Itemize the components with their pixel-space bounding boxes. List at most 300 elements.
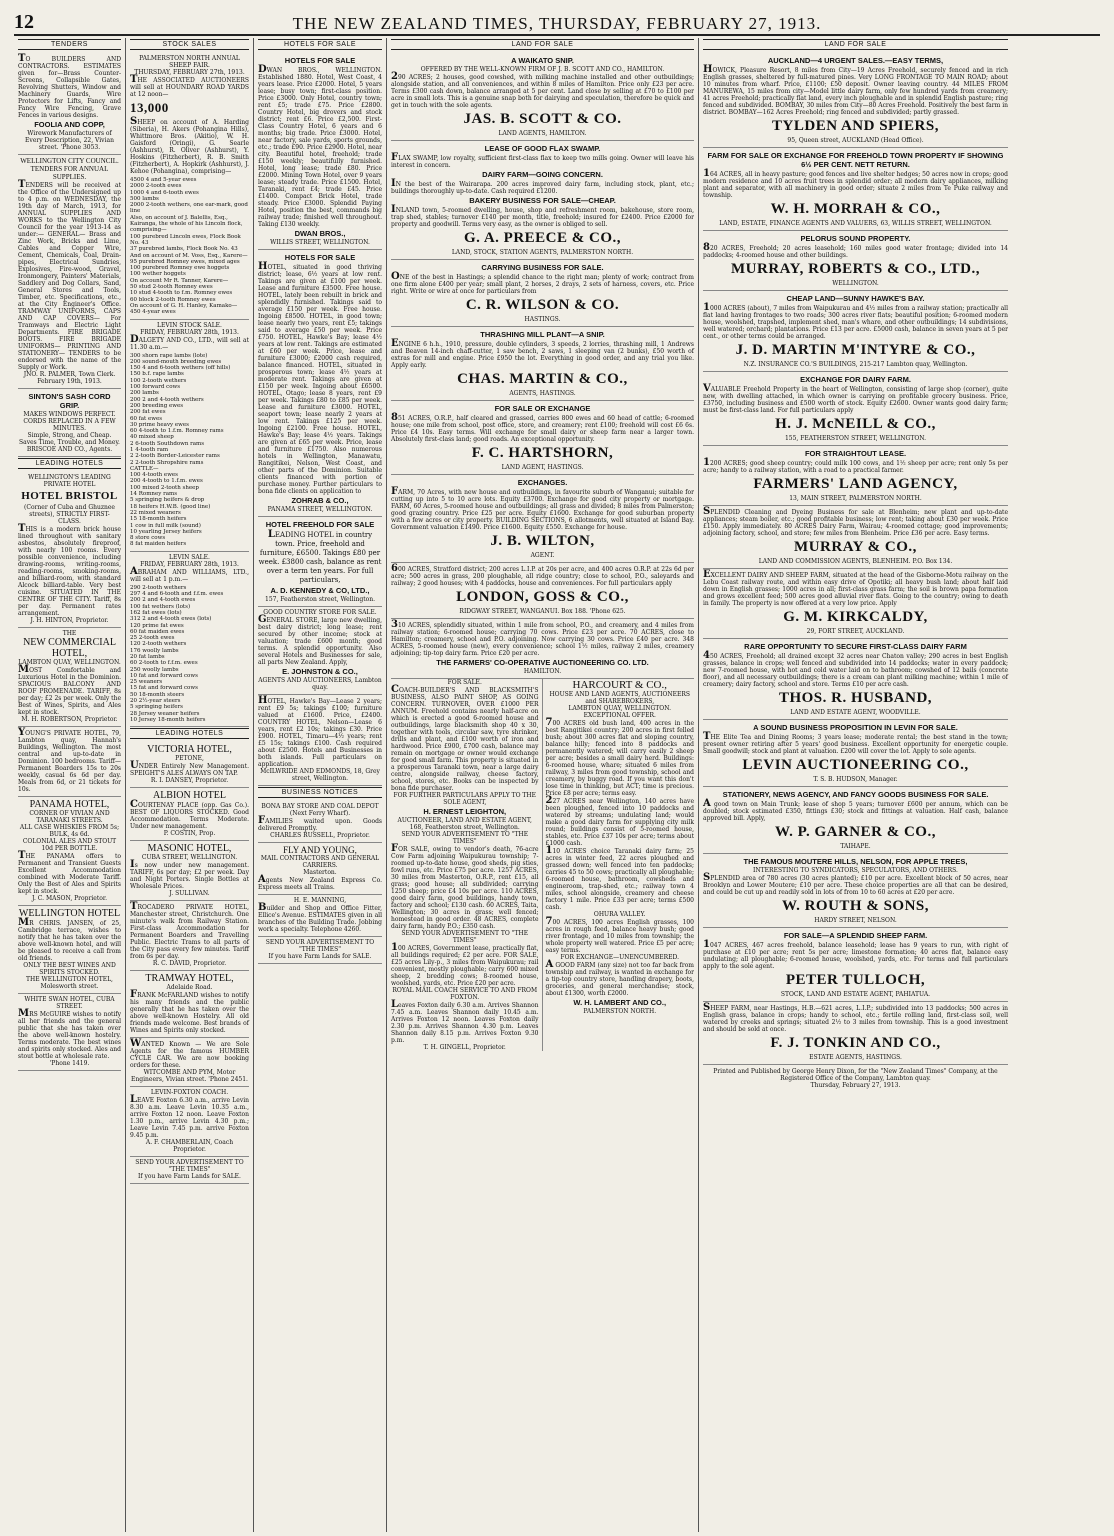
ad-title: CHEAP LAND—SUNNY HAWKE'S BAY. <box>786 294 925 303</box>
column-hotels-for-sale <box>254 38 387 1532</box>
ad-send-advertisement <box>258 937 382 964</box>
ad-signature: BRISCOE AND CO., Agents. <box>26 446 113 453</box>
ad-body: GENERAL STORE, large new dwelling, best dairy district; long lease; rent secured by other income; stock at valuation; trade £600 month; good terms. A splendid opportunity. Also several Hotels and Businesses for sale, all parts New Zealand. Apply, <box>258 614 382 666</box>
stock-lot: 200 2 and 4-tooth ewes <box>130 597 196 604</box>
stock-lot: 20 2½-year steers <box>130 698 181 705</box>
ad-line: COLONIAL ALES AND STOUT 10d PER BOTTLE. <box>22 838 117 852</box>
ad-hawkes-bay <box>703 291 1008 372</box>
ad-body: 700 ACRES, 100 acres English grasses, 100 acres in rough feed, balance heavy bush; good river frontage, and 10 miles from township; the whole property well watered. Price £5 per acre; easy terms. <box>545 916 694 954</box>
ad-address: LAMBTON QUAY, WELLINGTON. <box>18 659 121 666</box>
stock-lot: 312 2 and 4-tooth ewes (lots) <box>130 616 212 623</box>
ad-bona-bay <box>258 801 382 843</box>
stock-lot: 25 2-tooth ewes <box>130 635 175 642</box>
ad-straightout-lease <box>703 446 1008 506</box>
ad-levin-business <box>703 720 1008 787</box>
ad-body: DALGETY AND CO., LTD., will sell at 11.30 a.m.— <box>130 333 249 351</box>
ad-address: AUCTIONEER, LAND AND ESTATE AGENT, 168, Featherston street, Wellington. <box>397 817 532 831</box>
section-header-hotels-for-sale: HOTELS FOR SALE <box>258 39 382 50</box>
ad-body: TENDERS will be received at the Office of the Undersigned up to 4 p.m. on WEDNESDAY, the 19th day of March, 1913, for ANNUAL SUPPLIES AND WORKS to the Wellington City Council for the year 1913-14 as under:— GENERAL— Brass and Zinc Work, Bricks and Lime, Cables and Copper Wire, Cement, Chemicals, Coal, Drain-pipes, Electrical Sundries, Explosives, Fire-wood, Gravel, Ironmongery, Painters' Materials, Saddlery and Dog Collars, Sand, General Stores and Tools, Timber, etc. Specifications, etc., at the City Engineer's Office. TRAMWAY UNIFORMS, CAPS AND CAP COVERS— For Tramways and Electric Light Departments. FIRE BRIGADE BOOTS. FIRE BRIGADE UNIFORMS— PRINTING AND STATIONERY— TENDERS to be endorsed with the name of the Supply or Work. <box>18 179 121 371</box>
stock-lot: 60 2-tooth to f.f.m. ewes <box>130 660 198 667</box>
ad-signature: A. F. CHAMBERLAIN, Coach Proprietor. <box>145 1139 234 1154</box>
ad-signature: McILWRIDE AND EDMONDS, 18, Grey street, Wellington. <box>260 768 380 782</box>
ad-body: 227 ACRES near Wellington, 140 acres have been ploughed, fenced into 10 paddocks and watered by streams; undulating land; would make a good dairy farm for supplying city milk round; buildings consist of 5-roomed house, stables, etc. Price £37 10s per acre; terms about £1000 cash. <box>545 795 694 847</box>
ad-albion-hotel <box>130 788 249 841</box>
ad-body: 290 ACRES; 2 houses, good cowshed, with milking machine installed and other outbuildings; alongside station, and all conveniences, and within 8 miles of Hamilton. Price only £23 per acre. Terms £300 cash down, balance arranged at 5 per cent. Land close by selling at £70 to £100 per acre in small lots. This is a genuine snap both for dairying and speculation, therefore be quick and get in touch with the sole agents. <box>391 71 694 109</box>
ad-title: PANAMA HOTEL, <box>29 799 110 810</box>
ad-title: WELLINGTON CITY COUNCIL. <box>20 157 119 165</box>
ad-signature: TYLDEN AND SPIERS, <box>772 118 939 134</box>
ad-sash-cord <box>18 389 121 457</box>
ad-signature: T. H. GINGELL, Proprietor. <box>423 1044 506 1051</box>
ad-body: LEAVE Foxton 6.30 a.m., arrive Levin 8.30 a.m. Leave Levin 10.35 a.m., arrive Foxton 12 noon. Leave Foxton 1.30 p.m., arrive Levin 4.30 p.m.; Leave Levin 7.45 p.m. arrive Foxton 9.45 p.m. <box>130 1094 249 1140</box>
section-header-land-for-sale: LAND FOR SALE <box>391 39 694 50</box>
ad-title: HARCOURT & CO., <box>572 679 667 691</box>
stock-lot: 100 mixed 2-tooth sheep <box>130 484 199 491</box>
ad-title: NEW COMMERCIAL HOTEL, <box>23 637 116 659</box>
stock-lot: 37 purebred lambs, Flock Book No. 43 <box>130 246 238 253</box>
ad-body: COACH-BUILDER'S AND BLACKSMITH'S BUSINESS, ALSO PAINT SHOP, AS GOING CONCERN. TURNOVER, OVER £1000 PER ANNUM. Freehold contains nearly half-acre on which is erected a good 6-roomed house and outbuildings, large blacksmith shop 40 x 30, together with tools, circular saw, tyre shrinker, drills and plant, and £100 worth of iron and hardwood. Price £900, £700 cash, balance may remain on mortgage or owner would exchange for good small farm. This property is situated in a prosperous Taranaki town, near a large dairy centre, alongside railway, cheese factory, school, stores, etc. Books can be inspected by bona fide purchaser. <box>391 684 539 792</box>
stock-lot: 40 mixed sheep <box>130 434 174 441</box>
ad-line: MAKES WINDOWS PERFECT. <box>23 411 116 418</box>
ad-address: AGENTS, HASTINGS. <box>509 390 576 397</box>
ad-place: Masterton. <box>303 869 337 876</box>
ad-title: AUCKLAND—4 URGENT SALES.—EASY TERMS, <box>767 56 944 65</box>
ad-title: SEND YOUR ADVERTISEMENT TO "THE TIMES" <box>135 1159 244 1174</box>
ad-husband <box>703 639 1008 720</box>
stock-lot: 2000 2-tooth ewes <box>130 183 182 190</box>
ad-body: Agents New Zealand Express Co. Express meets all Trains. <box>258 874 382 891</box>
ad-body: WANTED Known — We are Sole Agents for the famous HUMBER CYCLE CAR. We are now booking orders for these. <box>130 1038 249 1070</box>
ad-signature: C. R. WILSON & CO. <box>465 297 620 313</box>
ad-hotel-freehold <box>258 517 382 607</box>
ad-body: 450 ACRES, Freehold; all drained except 32 acres near Chaton valley; 290 acres in best English grasses, balance in crops; well fenced and subdivided into 14 paddocks; water in every paddock; new 7-roomed house, with hot and cold water laid on to bathroom; cowshed of 12 bails (concrete floor), and all necessary outbuildings; there is a cream can plant milking machine; within 1 mile of creamery; dairy factory, school and store. Terms £10 per acre cash. <box>703 650 1008 688</box>
stock-lot: 60 4-tooth to 1.f.m. Romney rams <box>130 428 224 435</box>
ad-zohrab <box>258 250 382 517</box>
stock-lot: On account Mr R. Tanner, Karere— <box>130 277 229 284</box>
ad-body: ENGINE 6 h.h., 1910, pressure, double cylinders, 3 speeds, 2 lorries, thrashing mill, 1 Andrews and Beaven 14-inch chaff-cutter, 1 saw bench, 2 saws, 1 sleeping van (2 bunks), £50 worth of extras for mill and engine. Price £950 the lot. Everything in good order, and any trial you like. Apply early. <box>391 338 694 369</box>
ad-title: LEVIN SALE. <box>169 553 210 561</box>
ad-body: 1200 ACRES; good sheep country; could milk 100 cows, and 1½ sheep per acre; rent only 5s per acre; handy to a railway station, with a road to a practical farmer. <box>703 457 1008 474</box>
ad-address: ESTATE AGENTS, HASTINGS. <box>809 1054 902 1061</box>
ad-address: STOCK, LAND AND ESTATE AGENT, PAHIATUA. <box>780 991 931 998</box>
ad-title: ALBION HOTEL <box>152 790 227 802</box>
ad-body: 310 ACRES, splendidly situated, within 1 mile from school, P.O., and creamery, and 4 miles from railway station; 6-roomed house; carrying 70 cows. Price £23 per acre. 70 ACRES, close to Hamilton; creamery, school and P.O. adjoining. Now carrying 30 cows. Price £40 per acre. 348 ACRES, 5-roomed house (new), every convenience; school 1½ miles, railway 2 miles, creamery adjoining; tip-top dairy farm. Price £20 per acre. <box>391 619 694 657</box>
ad-morrah <box>703 148 1008 231</box>
stock-lot: 150 b.f. rape lambs <box>130 371 184 378</box>
ad-body: LEADING HOTEL in country town. Price, freehold and furniture, £6500. Takings £80 per week. £3800 cash, balance as rent over a term ten years. For full particulars, <box>258 529 382 584</box>
right-subcolumn <box>543 679 695 1051</box>
ad-title: CARRYING BUSINESS FOR SALE. <box>481 263 604 272</box>
ad-address: TAIHAPE. <box>840 843 871 850</box>
ad-address: AGENTS AND AUCTIONEERS, Lambton quay. <box>258 677 382 691</box>
stock-lot: 95 purebred Romney ewes, mixed ages <box>130 258 240 265</box>
ad-signature: F. C. HARTSHORN, <box>471 445 614 461</box>
stock-list <box>130 177 249 316</box>
ad-heading: OHURA VALLEY. <box>593 911 646 918</box>
ad-body: FRANK McFARLAND wishes to notify his many friends and the public generally that he has taken over the above well-known Hostelry. All old friends made welcome. Best brands of Wines and Spirits only stocked. <box>130 989 249 1035</box>
ad-signature: J. B. WILTON, <box>490 533 595 549</box>
ad-signature: LEVIN AUCTIONEERING CO., <box>742 757 969 773</box>
ad-body: DWAN BROS., WELLINGTON. Established 1880. Hotel, West Coast, 4 years lease. Price £2000. Hotel, 5 years lease; busy town; first-class position. Price £3000. Only Hotel, country town; rent £5; trade £75. Price £2800. Country Hotel, big drovers and stock district; rent £6. Price £2,500. First-Class Country Hotel, 6 years and 6 months; big trade. Price £3000. Hotel, near factory, sale yards, sports grounds, etc.; trade £90. Price £2900. Hotel, near city. Beautiful hotel, freehold; trade £150 weekly; beautifully furnished. Hotel, long lease; trade £80. Price £2000. Mining Town Hotel, over 9 years lease; steady trade. Price £1500. Hotel, Taranaki, rent £4; trade £45. Price £1400. Compact Brick Hotel, trade steady. Price £3000. Splendid Paying Hotel, position the best, commands big railway trade; finished well throughout. Taking £130 weekly. <box>258 64 382 228</box>
ad-body: YOUNG'S PRIVATE HOTEL, 79, Lambton quay, Hannah's Buildings, Wellington. The most central and up-to-date in Dominion. 100 bedrooms. Tariff—Permanent Boarders 15s to 20s weekly, casual 6s 6d per day. Meals from 6d, or 21 tickets for 10s. <box>18 727 121 793</box>
ad-signature: LONDON, GOSS & CO., <box>456 589 629 605</box>
ad-send-advertisement <box>130 1157 249 1184</box>
ad-victoria-hotel <box>130 742 249 788</box>
ad-address: CUBA STREET, WELLINGTON. <box>141 854 238 862</box>
ad-signature: ZOHRAB & CO., <box>291 496 349 505</box>
ad-heading: EXCEPTIONAL OFFER. <box>583 712 656 719</box>
ad-flax-swamp <box>391 141 694 260</box>
ad-line: ONLY THE BEST WINES AND SPIRITS STOCKED. <box>23 962 116 976</box>
ad-title: FARM FOR SALE OR EXCHANGE FOR FREEHOLD TOWN PROPERTY IF SHOWING 6½ PER CENT. NETT RETURN. <box>707 151 1004 169</box>
ad-title: SEND YOUR ADVERTISEMENT TO "THE TIMES" <box>401 930 529 944</box>
section-header-business-notices: BUSINESS NOTICES <box>258 787 382 798</box>
ad-signature: G. M. KIRKCALDY, <box>783 609 928 625</box>
ad-title: MASONIC HOTEL, <box>147 843 232 855</box>
ad-title: WHITE SWAN HOTEL, CUBA STREET. <box>24 996 115 1010</box>
ad-line: If you have Farm Lands for SALE. <box>138 1173 241 1181</box>
stock-lot: 10 fat and forward cows <box>130 672 198 679</box>
ad-signature: H. J. McNEILL & CO., <box>775 416 936 432</box>
stock-lot: 1 cow in full milk (sound) <box>130 522 201 529</box>
ad-title: FOR STRAIGHTOUT LEASE. <box>804 449 907 458</box>
ad-subtitle: HOUSE AND LAND AGENTS, AUCTIONEERS and SHAREBROKERS, <box>549 691 691 705</box>
ad-body: Leaves Foxton daily 6.30 a.m. Arrives Shannon 7.45 a.m. Leaves Shannon daily 10.45 a.m. Arrives Foxton 12 noon. Leaves Foxton daily 2.30 p.m. Arrives Shannon 4.30 p.m. Leaves Shannon daily 8.15 p.m. Arrives Foxton 9.30 p.m. <box>391 999 539 1044</box>
stock-lot: 120 2-tooth wethers <box>130 641 187 648</box>
column-tenders <box>14 38 126 1532</box>
ad-figure: 13,000 <box>130 100 169 115</box>
ad-title: PALMERSTON NORTH ANNUAL SHEEP FAIR. <box>139 55 240 69</box>
ad-body: FARM, 70 Acres, with new house and outbuildings, in favourite suburb of Wanganui; suitable for cutting up into 5 to 10 acre lots. Equity £3700. Exchange for good city property or mortgage. FARM, 60 Acres, 5-roomed house and outbuildings; all grass and divided; 8 miles from Palmerston; good grazing country. Price £25 per acre. Equity £1600. Exchange for good suburban property with a few acres or city property. BUILDING SECTIONS, 6 allotments, well situated at Island Bay. Government valuation £1490. Price £1600. Equity £550. Exchange for house. <box>391 486 694 531</box>
ad-signature: MURRAY & CO., <box>794 539 917 555</box>
ad-new-commercial <box>18 628 121 727</box>
stock-lot: 10 yearling Jersey heifers <box>130 528 202 535</box>
ad-waikato-snip <box>391 53 694 141</box>
ad-body: MR CHRIS. JANSEN, of 25, Cambridge terrace, wishes to notify that he has taken over the above well-known hotel, and will be pleased to receive a call from old friends. <box>18 917 121 962</box>
ad-mcneill <box>703 372 1008 446</box>
newspaper-title: THE NEW ZEALAND TIMES, THURSDAY, FEBRUARY 27, 1913. <box>292 14 822 33</box>
ad-address: T. S. B. HUDSON, Manager. <box>813 776 898 783</box>
masthead <box>14 6 1100 36</box>
stock-lot: 450 4-year ewes <box>130 309 176 316</box>
ad-body: A good town on Main Trunk; lease of shop 5 years; turnover £600 per annum, which can be doubled; stock estimated £350, fittings £30; stock and fittings at valuation. Half cash, balance approved bill. Apply, <box>703 798 1008 822</box>
ad-signature: R. I. DANSEY, Proprietor. <box>150 777 229 785</box>
section-header-land-for-sale: LAND FOR SALE <box>703 39 1008 50</box>
ad-address: N.Z. INSURANCE CO.'S BUILDINGS, 215-217 Lambton quay, Wellington. <box>743 361 968 368</box>
section-header-stock-sales: STOCK SALES <box>130 39 249 50</box>
ad-body: EXCELLENT DAIRY AND SHEEP FARM, situated at the head of the Gisborne-Motu railway on the Lebu Coast railway route, and within easy drive of Opotiki; all heavy bush land; about half laid down in English grasses; 1000 acres in all; first-class grass farm; the soil is brown papa formation and grows excellent feed; 500 acres good alluvial river flats. Going to the country; owing to death in family. The property is now offered at a very low price. Apply <box>703 569 1008 607</box>
ad-body: ONE of the best in Hastings; a splendid chance to the right man; plenty of work; contract from one firm alone £400 per year; small plant, 2 horses, 2 drays, 2 sets of harness, covers, etc. Price right. Write or wire at once for particulars from <box>391 271 694 295</box>
stock-lot: 100 2-tooth wethers <box>130 377 187 384</box>
ad-subtitle: TENDERS FOR ANNUAL SUPPLIES. <box>30 165 109 181</box>
ad-city-council <box>18 155 121 389</box>
ad-title: HOTEL FREEHOLD FOR SALE <box>265 520 375 529</box>
stock-lot: 200 sound-mouth breeding ewes <box>130 358 222 365</box>
ad-white-swan <box>18 994 121 1071</box>
stock-lot: On account of G. H. Hanley, Kamako— <box>130 302 238 309</box>
ad-body: SHEEP FARM, near Hastings, H.B.—621 acres, L.I.P.; subdivided into 13 paddocks; 500 acres in English grass, balance in crops; handy to school, etc.; fertile rolling land, first-class soil, well watered by creeks and springs; situated 2½ to 3 miles from township. This is a good investment and should be sold at once. <box>703 1002 1008 1033</box>
stock-lot: 297 4 and 6-tooth and f.f.m. ewes <box>130 591 224 598</box>
stock-lot: 60 fat ewes <box>130 415 163 422</box>
ad-levin-foxton-coach <box>130 1087 249 1157</box>
ad-address: LAMBTON QUAY, WELLINGTON. <box>568 705 671 712</box>
ad-signature: A. D. KENNEDY & CO, LTD., <box>270 586 370 595</box>
ad-body: FOR SALE, owing to vendor's death, 76-acre Cow Farm adjoining Waipukurau township; 7-roomed up-to-date house, good sheds, pig sties, fowl runs, etc. Price £75 per acre. 1257 ACRES, 30 miles from Masterton, O.R.P., rent £15, all grass; good house; all subdivided; carrying 1250 sheep; price £4 10s per acre. 110 ACRES, good dairy farm, good buildings, handy town, factory and school; £130 cash. 60 ACRES, Taita, Wellington; 30 acres in grass; well fenced; homestead in good order. 48 ACRES, complete dairy farm, handy P.O.; £350 cash. <box>391 843 539 930</box>
ad-address: RIDGWAY STREET, WANGANUI. Box 188. 'Phone 625. <box>459 608 626 615</box>
imprint-date: Thursday, February 27, 1913. <box>810 1082 901 1089</box>
ad-body: HOTEL, Hawke's Bay—Lease 2 years; rent £9 5s; takings £100; furniture valued at £1600. Price, £2400. COUNTRY HOTEL, Nelson—Lease 6 years, rent £2 10s; takings £30. Price £900. HOTEL, Timaru—4½ years; rent £5 15s; takings £100. Cash required about £2500. Hotels and Businesses in both islands. Full particulars on application. <box>258 695 382 768</box>
ad-address: WILLIS STREET, WELLINGTON. <box>270 239 370 246</box>
ad-body: 820 ACRES, Freehold; 20 acres leasehold; 160 miles good water frontage; divided into 14 paddocks; 4-roomed house and other buildings. <box>703 242 1008 259</box>
stock-lot: 290 2-tooth wethers <box>130 584 187 591</box>
ad-thrashing-mill <box>391 327 694 401</box>
stock-lot: 2 2-tooth Border-Leicester rams <box>130 453 220 460</box>
ad-title: SINTON'S SASH CORD GRIP. <box>28 392 111 410</box>
ad-title: LEVIN-FOXTON COACH. <box>150 1089 229 1097</box>
ad-address: LAND AGENT, HASTINGS. <box>501 464 584 471</box>
ad-body: FLAX SWAMP, low royalty, sufficient first-class flax to keep two mills going. Owner will leave his interest in concern. <box>391 152 694 169</box>
stock-lot: 2 6-tooth Southdown rams <box>130 440 205 447</box>
stock-lot: 15 18-month heifers <box>130 516 187 523</box>
ad-title: BAKERY BUSINESS FOR SALE—CHEAP. <box>469 196 616 205</box>
ad-body: SPLENDID Cleaning and Dyeing Business for sale at Blenheim; new plant and up-to-date appliances; steam boiler, etc.; good profitable business; low rent; taking about £30 per week. Price £150. Apply immediately. 80 ACRES Dairy Farm, Wairau; 4-roomed cottage; good improvements; adjoining factory, school, and store; few miles from Blenheim. Price £36 per acre. Easy terms. <box>703 506 1008 537</box>
ad-address: 157, Featherston street, Wellington. <box>265 596 375 603</box>
ad-title: EXCHANGES. <box>517 478 568 487</box>
stock-lot: Also, on account of J. Balellis, Esq., Kairanga, the whole of his Lincoln flock, comprising— <box>130 214 243 234</box>
column-land-for-sale-1 <box>387 38 699 1532</box>
ad-address: LAND AND COMMISSION AGENTS, BLENHEIM. P.O. Box 134. <box>758 558 953 565</box>
ad-body: THIS is a modern brick house lined throughout with sanitary asbestos, absolutely fireproof, with nearly 100 rooms. Every possible convenience, including drawing-rooms, writing-rooms, reading-rooms, smoking-rooms, and billiard-room, with standard Alcock billiard-table. Very best cuisine. SITUATED IN THE CENTRE OF THE CITY. Tariff, 8s per day. Permanent rates arrangement. <box>18 523 121 617</box>
ad-signature: PETER TULLOCH, <box>785 972 926 988</box>
ad-title: H. E. MANNING, <box>293 897 347 904</box>
ad-line: If you have Farm Lands for SALE. <box>268 953 372 960</box>
ad-date: February 19th, 1913. <box>37 378 102 385</box>
ad-address: 95, Queen street, AUCKLAND (Head Office). <box>787 137 924 144</box>
ad-address: LAND AGENTS, HAMILTON. <box>498 130 587 137</box>
ad-signature: J. C. MASON, Proprietor. <box>32 895 107 902</box>
ad-signature: W. P. GARNER & CO., <box>775 824 936 840</box>
stock-list <box>130 353 249 548</box>
ad-auckland-urgent <box>703 53 1008 148</box>
ad-title: FOR SALE OR EXCHANGE <box>494 404 591 413</box>
ad-body: 851 ACRES, O.R.P., half cleared and grassed, carries 800 ewes and 60 head of cattle; 6-roomed house; one mile from school, post office, store, and creamery; rent £100; freehold will cost £6 6s. Price £4 10s. Easy terms. Will exchange for small dairy or sheep farm near a larger town. Absolutely first-class land; good roads. An exceptional opportunity. <box>391 412 694 443</box>
ad-routh <box>703 854 1008 928</box>
ad-signature: H. ERNEST LEIGHTON, <box>423 807 507 816</box>
ad-panama-hotel <box>18 797 121 906</box>
ad-humber-cycle-car <box>130 1038 249 1087</box>
ad-subtitle: MAIL CONTRACTORS AND GENERAL CARRIERS. <box>260 855 380 869</box>
ad-title: THRASHING MILL PLANT—A SNIP. <box>480 330 605 339</box>
split-section <box>391 679 694 1051</box>
ad-title: FOR SALE. <box>447 679 482 686</box>
ad-london-goss <box>391 563 694 619</box>
ad-title: TRAMWAY HOTEL, <box>145 973 234 985</box>
stock-lot: 100 fat wethers (lots) <box>130 603 191 610</box>
stock-lot: 50 stud 2-tooth Romney ewes <box>130 284 213 291</box>
section-header-leading-hotels: LEADING HOTELS <box>130 728 249 739</box>
ad-body: HOTEL, situated in good thriving district; lease, 6½ years at low rent. Takings are given at £100 per week. Lease and furniture £3500. Free house. HOTEL, lately been rebuilt in brick and splendidly furnished. Takings said to average £150 per week. Free house. Ingoing £8500. HOTEL, in good town; lease nearly two years, rent £5; takings said to average £50 per week. Price £750. HOTEL, Hawke's Bay; lease 4½ years at low rent. Takings are estimated at £60 per week. Price, lease and furniture £3000; £2000 cash required, balance financed. HOTEL, situated in prosperous town; lease 4½ years at moderate rent. Takings are given at £150 per week. Ingoing about £6500. HOTEL, Otago; lease 8 years, rent £9 per week. Takings £80 to £85 per week. Lease and furniture £3000. HOTEL, seaport town; lease nearly 2 years at low rent. Takings £125 per week. Ingoing £2100. Free house. HOTEL, Hawke's Bay; lease 4½ years. Takings are given at £65 per week. Price, lease and furniture £1750. Also numerous hotels in Wellington, Manawatu, Rangitikei, Nelson, West Coast, and other parts of the Dominion. Suitable clients financed with portion of purchase money. Further particulars to bona fide clients on application to <box>258 261 382 495</box>
ad-farmers-cooperative <box>391 619 694 679</box>
ad-carrying-business <box>391 260 694 327</box>
ad-signature: MURRAY, ROBERTS & CO., LTD., <box>731 261 980 277</box>
ad-address: CORNER OF VIVIAN AND TARANAKI STREETS. <box>29 810 110 824</box>
ad-address: WELLINGTON. <box>832 280 879 287</box>
ad-title: VICTORIA HOTEL, <box>147 744 232 756</box>
ad-address: Adelaide Road. <box>166 984 213 992</box>
ad-title: A WAIKATO SNIP. <box>511 56 574 65</box>
ad-signature: J. SULLIVAN. <box>169 890 210 898</box>
stock-lot: 10 Jersey 18-month heifers <box>130 716 206 723</box>
ad-body: TROCADERO PRIVATE HOTEL, Manchester street, Christchurch. One minute's walk from Railway Station. First-class Accommodation for Permanent Boarders and Travelling Public. Electric Trams to all parts of the City pass every few minutes. Tariff from 6s per day. <box>130 901 249 961</box>
ad-levin-sale <box>130 552 249 728</box>
ad-signature: CHAS. MARTIN & CO., <box>457 371 628 387</box>
ad-youngs <box>18 727 121 797</box>
stock-lot: 5 springing heifers <box>130 704 183 711</box>
ad-body: TO BUILDERS AND CONTRACTORS. ESTIMATES given for—Brass Counter-Screens, Collapsible Gates, Revolving Shutters, Window and Machinery Guards, Wire Protectors for Lifts, Fancy and Fancy Wire Fencing, Grave Fences in various designs. <box>18 53 121 119</box>
ad-address: HARDY STREET, NELSON. <box>814 917 897 924</box>
stock-lot: 8 fat maiden heifers <box>130 541 187 548</box>
imprint <box>703 1068 1008 1089</box>
ad-mcilwride <box>258 695 382 786</box>
ad-signature: DWAN BROS., <box>294 229 346 238</box>
stock-lot: 200 2 and 4-tooth wethers <box>130 396 204 403</box>
ad-country-store <box>258 607 382 695</box>
stock-lot: 200 4-tooth to 1.f.m. ewes <box>130 478 203 485</box>
ad-garner <box>703 787 1008 854</box>
stock-lot: 14 Romney rams <box>130 491 178 498</box>
stock-lot: 28 Jersey weaner heifers <box>130 710 200 717</box>
ad-address: HAMILTON. <box>523 668 562 675</box>
ad-title: A SOUND BUSINESS PROPOSITION IN LEVIN FOR SALE. <box>753 723 958 732</box>
stock-lot: 10 stud 4-tooth to f.m. Romney ewes <box>130 290 233 297</box>
ad-tulloch <box>703 928 1008 1002</box>
ad-body: 700 ACRES old bush land, 400 acres in the best Rangitikei country; 200 acres in first felled bush; about 300 acres flat and sloping country, balance hilly; fenced into 8 paddocks and permanently watered; will carry easily 2 sheep per acre; besides a small dairy herd. Buildings: 6-roomed house, whare; situated 6 miles from railway, 3 miles from good township, school and creamery, by buggy road. If you want this don't lose time in thinking, but ACT; time is precious. Price £8 per acre; terms easy. <box>545 717 694 797</box>
section-header-leading-hotels: LEADING HOTELS <box>18 458 121 469</box>
ad-body: IN the best of the Wairarapa. 200 acres improved dairy farm, including stock, plant, etc.; buildings thoroughly up-to-date. Cash required £1200. <box>391 178 694 195</box>
ad-masonic-hotel <box>130 841 249 901</box>
ad-body: Builder and Shop and Office Fitter, Ellice's Avenue. ESTIMATES given in all branches of the Building Trade. Jobbing work a specialty. Telephone 4260. <box>258 902 382 933</box>
ad-heading: FOR EXCHANGE—UNENCUMBERED. <box>560 954 680 961</box>
ad-title: DAIRY FARM—GOING CONCERN. <box>482 170 603 179</box>
ad-line: CORDS REPLACED IN A FEW MINUTES. <box>23 418 116 432</box>
ad-phone: 'Phone 1419. <box>49 1060 90 1067</box>
ad-body: THE PANAMA offers to Permanent and Transient Guests Excellent Accommodation combined with Moderate Tariff. Only the Best of Ales and Spirits kept in stock. <box>18 850 121 895</box>
ad-body: UNDER Entirely New Management. SPEIGHT'S ALES ALWAYS ON TAP. <box>130 760 249 778</box>
ad-fly-and-young <box>258 843 382 895</box>
stock-lot: CATTLE— <box>130 465 159 472</box>
ad-signature: THE FARMERS' CO-OPERATIVE AUCTIONEERING CO. LTD. <box>436 658 649 667</box>
ad-body: THE Elite Tea and Dining Rooms; 3 years lease; moderate rental; the best stand in the town; present owner retiring after 5 years' good business. Excellent opportunity for energetic couple. Small goodwill; stock and plant at valuation. £200 will cover the lot. Apply to sole agents. <box>703 731 1008 755</box>
ad-address: 13, MAIN STREET, PALMERSTON NORTH. <box>789 495 922 502</box>
ad-body: ABRAHAM AND WILLIAMS, LTD., will sell at 1 p.m.— <box>130 565 249 583</box>
stock-lot: 250 woolly lambs <box>130 666 179 673</box>
ad-body: SHEEP on account of A. Harding (Siberia), H. Akers (Pohangina Hills), Whittmore Bros. (Akitio), W. H. Gaisford (Oringi), G. Searle (Ashhurst), R. Oliver (Ashhurst), Y. Hoskins (Fitzherbert), R. B. Smith (Fitzherbert), A. Hopkirk (Ashhurst), J. Kehoe (Pohangina), comprising— <box>130 116 249 175</box>
stock-lot: 30 prime heavy ewes <box>130 421 189 428</box>
ad-sale-or-exchange <box>391 401 694 475</box>
ad-signature: THOS. R. HUSBAND, <box>778 690 933 706</box>
ad-pelorus-sound <box>703 231 1008 291</box>
stock-lot: 200 lambs <box>130 390 159 397</box>
stock-lot: 60 fat maiden ewes <box>130 628 185 635</box>
ad-body: Is now under new management. TARIFF, 6s per day; £2 per week. Day and Night Porters. Single Bottles at Wholesale Prices. <box>130 859 249 891</box>
ad-title: WELLINGTON HOTEL <box>18 908 121 919</box>
stock-lot: 60 block 2-tooth Romney ewes <box>130 296 216 303</box>
ad-exchanges <box>391 475 694 563</box>
ad-signature: P. COSTIN, Prop. <box>163 830 216 838</box>
ad-title: THE FAMOUS MOUTERE HILLS, NELSON, FOR APPLE TREES, <box>743 857 968 866</box>
stock-lot: 200 breeding ewes <box>130 402 184 409</box>
page-number: 12 <box>14 11 34 33</box>
ad-address: AGENT. <box>530 552 555 559</box>
ad-title: HOTELS FOR SALE <box>284 253 356 262</box>
stock-lot: 8 store cows <box>130 535 166 542</box>
stock-lot: 2000 2-tooth wethers, one ear-mark, good line <box>130 202 248 215</box>
ad-signature: CHARLES RUSSELL, Proprietor. <box>270 832 370 839</box>
stock-lot: 25 weaners <box>130 679 163 686</box>
stock-lot: 1 4-tooth ram <box>130 446 169 453</box>
ad-body: THE ASSOCIATED AUCTIONEERS will sell at HOUNDARY ROAD YARDS at 12 noon— <box>130 74 249 98</box>
ad-pretitle: THE <box>62 630 77 637</box>
column-land-for-sale-2 <box>699 38 1012 1532</box>
ad-body: COURTENAY PLACE (opp. Gas Co.). BEST OF LIQUORS STOCKED. Good Accommodation. Terms Moderate. Under new management. <box>130 799 249 831</box>
ad-date: FRIDAY, FEBRUARY 28th, 1913. <box>140 560 239 568</box>
ad-body: 600 ACRES, Stratford district; 200 acres L.I.P. at 20s per acre, and 400 acres O.R.P. at 22s 6d per acre; 500 acres in grass, 200 ploughable, all ridge country; close to school, P.O., saleyards and railway; 2 good houses; with 4 paddocks, house and conveniences. For full particulars apply <box>391 563 694 587</box>
stock-lot: 18 heifers H.W.B. (good line) <box>130 503 211 510</box>
ad-body: SPLENDID area of 780 acres (30 acres planted); £10 per acre. Excellent block of 50 acres, near Brooklyn and Lower Moutere; £10 per acre. These choice properties are all that can be desired, and could be cut up and readily sold in lots of from 10 to 60 acres at £20 per acre. <box>703 872 1008 896</box>
stock-lot: 500 lambs <box>130 195 159 202</box>
stock-lot: 100 purebred Lincoln ewes, Flock Book No. 43 <box>130 233 241 246</box>
ad-body: 164 ACRES, all in heavy pasture; good fences and live shelter hedges; 50 acres now in crops; good modern residence and 10 acres fruit trees in splendid order; all modern dairy appliances, milking plant and separator, with all machinery in good order; situate 2 miles from Te Puke railway and township. <box>703 168 1008 199</box>
ad-line: Simple, Strong, and Cheap. Saves Time, Trouble, and Money. <box>19 432 120 446</box>
ad-title: FOR SALE—A SPLENDID SHEEP FARM. <box>783 931 928 940</box>
ad-signature: FOOLIA AND COPP, <box>34 120 105 129</box>
stock-lot: 300 shorn rape lambs (lote) <box>130 352 208 359</box>
stock-lot: 100 4-tooth ewes <box>130 472 178 479</box>
ad-title: LEVIN STOCK SALE. <box>157 321 222 329</box>
ad-subtitle: (Corner of Cuba and Ghuznee streets), STRICTLY FIRST-CLASS. <box>24 504 115 525</box>
ad-title: HOTEL BRISTOL <box>21 490 118 502</box>
ad-manning <box>258 895 382 937</box>
ad-line: FOR FURTHER PARTICULARS APPLY TO THE SOLE AGENT, <box>393 792 537 806</box>
imprint-line: Printed and Published by George Henry Dixon, for the "New Zealand Times" Company, at the Registered Office of the Company, Lambton quay. <box>713 1068 998 1082</box>
ad-address: LAND, STOCK, STATION AGENTS, PALMERSTON NORTH. <box>451 249 634 256</box>
ad-body: MRS McGUIRE wishes to notify all her friends and the general public that she has taken over the above well-known hostelry. Terms moderate. The best wines and spirits only stocked. Ales and stout bottle at wholesale rate. <box>18 1008 121 1060</box>
ad-subtitle: INTERESTING TO SYNDICATORS, SPECULATORS, AND OTHERS. <box>753 867 958 874</box>
ad-signature: W. ROUTH & SONS, <box>781 898 930 914</box>
stock-lot: 100 wether hoggets <box>130 271 186 278</box>
ad-signature: R. C. DAVID, Proprietor. <box>152 960 227 968</box>
ad-address: PANAMA STREET, WELLINGTON. <box>267 506 373 513</box>
ad-trocadero <box>130 901 249 971</box>
stock-lot: 15 fat and forward cows <box>130 685 198 692</box>
ad-signature: M. H. ROBERTSON, Proprietor. <box>21 716 118 723</box>
ad-body: 1000 ACRES (about), 7 miles from Waipukurau and 4½ miles from a railway station; practically all flat land having frontages to two roads; 300 acres river flats; beautiful position; 6-roomed modern house, woolshed, trapshed, implement shed, man's whare, and other outbuildings; 14 subdivisions, well watered; orchard; plantations. Price £13 per acre. £5000 cash, balance in seven years at 5 per cent., or other terms could be arranged. <box>703 302 1008 340</box>
ad-foolia-copp <box>18 53 121 155</box>
ad-kirkcaldy <box>703 569 1008 639</box>
ad-levin-stock-sale <box>130 320 249 552</box>
ad-signature: FARMERS' LAND AGENCY, <box>753 476 958 492</box>
ad-address: HASTINGS. <box>524 316 561 323</box>
stock-lot: 22 mixed weaners <box>130 509 181 516</box>
stock-lot: 176 woolly lambs <box>130 647 179 654</box>
ad-body: FAMILIES waited upon. Goods delivered Promptly. <box>258 815 382 832</box>
ad-body: 110 ACRES choice Taranaki dairy farm; 25 acres in winter feed, 22 acres ploughed and grassed down; well fenced into ten paddocks; carries 45 to 50 cows; practically all ploughable; 6-roomed house, bathroom, cowsheds and engineroom, trap-shed, etc.; railway town 4 miles, school alongside, creamery and cheese factory 1 mile. Price £33 per acre; terms £500 cash. <box>545 845 694 911</box>
ad-address: 29, FORT STREET, AUCKLAND. <box>806 628 905 635</box>
ad-pretitle: WELLINGTON'S LEADING PRIVATE HOTEL <box>28 474 111 488</box>
stock-lot: 100 forward cows <box>130 384 181 391</box>
ad-title: SEND YOUR ADVERTISEMENT TO "THE TIMES" <box>265 939 375 953</box>
stock-lot: 50 18-month steers <box>130 691 185 698</box>
